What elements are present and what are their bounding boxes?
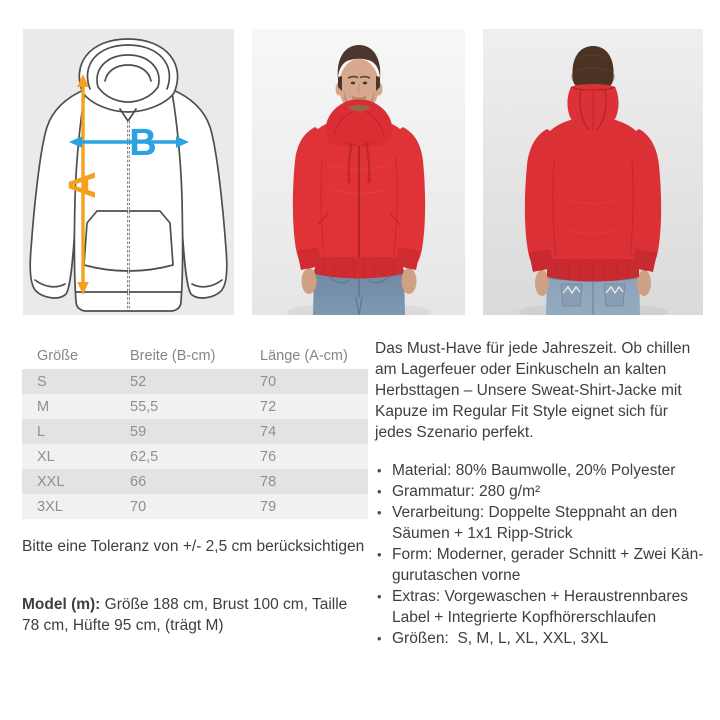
feature-item: • Verarbeitung: Doppelte Steppnaht an den Säumen + 1x1 Ripp-Strick	[375, 502, 709, 544]
size-table-body	[22, 369, 368, 519]
table-cell: 62,5	[130, 448, 159, 465]
table-cell: 59	[130, 423, 147, 440]
table-cell: L	[37, 423, 46, 440]
left-hand	[302, 268, 317, 294]
feature-item: • Größen: S, M, L, XL, XXL, 3XL	[375, 628, 709, 649]
table-cell: 3XL	[37, 498, 63, 515]
size-table	[22, 343, 368, 519]
table-cell: 74	[260, 423, 277, 440]
table-cell: 79	[260, 498, 277, 515]
description-intro: Das Must-Have für jede Jahreszeit. Ob chillen am Lagerfeuer oder Einkuscheln an kalten Herbsttagen – Unsere Sweat-Shirt-Jacke mit Kapuze im Regular Fit Style eignet sich für jedes Szenario perfekt.	[375, 340, 691, 441]
label-a: A	[62, 171, 104, 199]
table-cell: XL	[37, 448, 55, 465]
column-header-length: Länge (A-cm)	[260, 348, 348, 364]
tolerance-note: Bitte eine Toleranz von +/- 2,5 cm berücksichtigen	[22, 538, 365, 555]
right-hand-back	[637, 270, 651, 296]
product-photo-front	[252, 29, 465, 315]
table-cell: XXL	[37, 473, 65, 490]
hoodie-back	[525, 117, 661, 282]
column-header-size: Größe	[37, 348, 79, 364]
product-photo-back	[483, 29, 703, 315]
table-row	[22, 419, 368, 444]
column-header-width: Breite (B-cm)	[130, 348, 216, 364]
left-hand-back	[535, 270, 549, 296]
feature-item: • Extras: Vorgewaschen + Heraustrennbares Label + Integrierte Kopfhörerschlaufen	[375, 586, 709, 628]
model-back-illustration	[483, 29, 703, 315]
table-cell: 66	[130, 473, 147, 490]
table-cell: M	[37, 398, 50, 415]
table-cell: 52	[130, 373, 147, 390]
table-cell: 70	[130, 498, 147, 515]
model-note-text: Größe 188 cm, Brust 100 cm, Taille 78 cm, Hüfte 95 cm, (trägt M)	[22, 596, 348, 634]
label-b: B	[129, 122, 157, 164]
feature-list	[375, 460, 709, 649]
hoodie-measurement-diagram-icon	[23, 29, 234, 315]
feature-item: • Grammatur: 280 g/m²	[375, 481, 709, 502]
table-cell: 55,5	[130, 398, 159, 415]
feature-item: • Material: 80% Baumwolle, 20% Polyester	[375, 460, 709, 481]
product-description	[375, 338, 709, 649]
size-diagram	[23, 29, 234, 315]
table-row	[22, 444, 368, 469]
table-cell: 78	[260, 473, 277, 490]
table-cell: 70	[260, 373, 277, 390]
table-row	[22, 494, 368, 519]
feature-item: • Form: Moderner, gerader Schnitt + Zwei Kängurutaschen vorne	[375, 544, 709, 586]
table-header-row	[22, 343, 368, 369]
model-note-label: Model (m):	[22, 596, 101, 613]
table-row	[22, 369, 368, 394]
model-front-illustration	[252, 29, 465, 315]
table-row	[22, 469, 368, 494]
table-row	[22, 394, 368, 419]
model-note	[22, 594, 358, 636]
table-cell: S	[37, 373, 47, 390]
right-hand	[402, 268, 417, 294]
table-cell: 72	[260, 398, 277, 415]
table-cell: 76	[260, 448, 277, 465]
